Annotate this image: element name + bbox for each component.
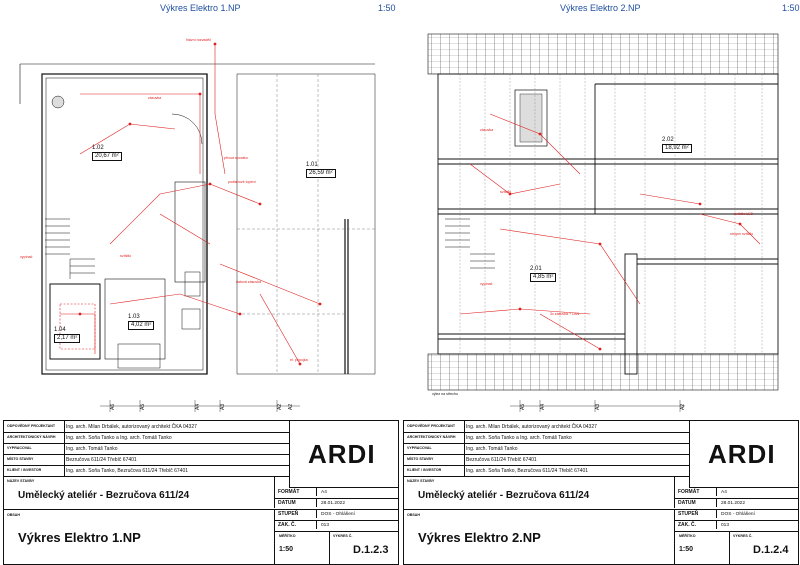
room-label-2-01: 2.01 4,85 m²: [530, 266, 556, 282]
electrical-lines: [460, 114, 760, 349]
plan-annotation: hlavní rozvaděč: [186, 38, 212, 42]
axis-label: A3: [595, 403, 601, 410]
title-block-row: ARCHITEKTONICKÝ NÁVRH Ing. arch. Soňa Tanko a Ing. arch. Tomáš Tanko: [4, 432, 289, 444]
plan-grid: [237, 74, 375, 374]
plan-annotation: zásuvka: [480, 128, 494, 132]
meta-row: STUPEŇ DOS - Ohlášení: [674, 509, 798, 521]
plan-fixture: [52, 96, 64, 108]
drawing-title: Výkres Elektro 2.NP: [418, 530, 541, 545]
logo-box: [689, 421, 799, 488]
axis-label: A2: [277, 403, 283, 410]
drawing-number-box: VÝKRES Č. D.1.2.3: [333, 534, 389, 556]
title-block-row: ARCHITEKTONICKÝ NÁVRH Ing. arch. Soňa Tanko a Ing. arch. Tomáš Tanko: [404, 432, 689, 444]
plan-annotation: datová zásuvka: [236, 280, 261, 284]
drawing-number: D.1.2.3: [353, 544, 389, 556]
plan-annotation: výlez na střechu: [432, 392, 458, 396]
room-label-1-02: 1.02 20,67 m²: [92, 145, 122, 161]
room-label-1-01: 1.01 26,59 m²: [306, 162, 336, 178]
plan-annotation: podlahové topení: [228, 180, 256, 184]
stavba-box: NÁZEV STAVBY Umělecký ateliér - Bezručova 611/24: [4, 476, 275, 508]
floor-plan-1np: [0, 14, 400, 419]
axis-label: A4: [195, 403, 201, 410]
axis-label: A2: [680, 403, 686, 410]
drawing-number-box: VÝKRES Č. D.1.2.4: [733, 534, 789, 556]
plan-annotation: 3x zásuvka + LAN: [550, 312, 580, 316]
ardi-logo: ARDI: [308, 439, 376, 469]
title-block-row: MÍSTO STAVBY Bezručova 611/24 Třebíč 67401: [404, 454, 689, 466]
drawing-title: Výkres Elektro 1.NP: [18, 530, 141, 545]
meta-row: ZAK. Č. 013: [674, 520, 798, 532]
stavba-box: NÁZEV STAVBY Umělecký ateliér - Bezručova 611/24: [404, 476, 675, 508]
meta-row: ZAK. Č. 013: [274, 520, 398, 532]
meta-row: DATUM 28.01.2022: [274, 498, 398, 510]
plan-annotation: svítidlo: [120, 254, 132, 258]
scale-value: 1:50: [679, 546, 694, 553]
axis-label: A5: [140, 403, 146, 410]
ardi-logo: ARDI: [708, 439, 776, 469]
title-block-row: VYPRACOVAL Ing. arch. Tomáš Tanko: [4, 443, 289, 455]
meta-box: [674, 487, 798, 564]
axis-label: A6: [110, 403, 116, 410]
axis-label: A4: [540, 403, 546, 410]
meta-row: DATUM 28.01.2022: [674, 498, 798, 510]
scale-value: 1:50: [279, 546, 294, 553]
plan-annotation: zásuvka: [148, 96, 162, 100]
drawing-number: D.1.2.4: [753, 544, 789, 556]
sheet-header-title: Výkres Elektro 2.NP: [560, 3, 641, 13]
obsah-box: OBSAH Výkres Elektro 2.NP: [404, 509, 675, 565]
obsah-box: OBSAH Výkres Elektro 1.NP: [4, 509, 275, 565]
roof-tiles-bottom: [428, 354, 778, 390]
scale-box: MĚŘÍTKO 1:50: [674, 531, 730, 564]
plan-annotation: el. přípojka: [290, 358, 308, 362]
plan-annotation: přívod sporáku: [224, 156, 248, 160]
axis-label: A2: [288, 403, 294, 410]
plan-annotation: svítidlo: [500, 190, 512, 194]
axis-label: A5: [520, 403, 526, 410]
title-block-row: KLIENT / INVESTOR Ing. arch. Soňa Tanko, Bezručova 611/24 Třebíč 67401: [404, 465, 689, 477]
title-block: [3, 420, 399, 565]
plan-annotation: vypínač: [20, 255, 33, 259]
axis-label: A3: [220, 403, 226, 410]
roof-tiles-top: [428, 34, 778, 74]
title-block-row: ODPOVĚDNÝ PROJEKTANT Ing. arch. Milan Drbálek, autorizovaný architekt ČKA 04327: [404, 421, 689, 433]
room-label-1-04: 1.04 2,17 m²: [54, 327, 80, 343]
scale-box: MĚŘÍTKO 1:50: [274, 531, 330, 564]
project-name: Umělecký ateliér - Bezručova 611/24: [418, 490, 590, 501]
electrical-lines: [60, 44, 320, 364]
room-label-1-03: 1.03 4,02 m²: [128, 314, 154, 330]
title-block-row: VYPRACOVAL Ing. arch. Tomáš Tanko: [404, 443, 689, 455]
title-block-row: ODPOVĚDNÝ PROJEKTANT Ing. arch. Milan Drbálek, autorizovaný architekt ČKA 04327: [4, 421, 289, 433]
title-block: [403, 420, 799, 565]
meta-row: STUPEŇ DOS - Ohlášení: [274, 509, 398, 521]
plan-structure: [438, 74, 778, 374]
sheet-header-scale: 1:50: [782, 3, 800, 13]
plan-annotation: svítidlo LED: [734, 212, 754, 216]
room-label-2-02: 2.02 18,92 m²: [662, 137, 692, 153]
meta-row: FORMÁT A4: [274, 487, 398, 499]
plan-stairs: [45, 219, 95, 279]
sheet-header-title: Výkres Elektro 1.NP: [160, 3, 241, 13]
floor-plan-2np: [400, 14, 800, 419]
plan-annotation: stropní svítidlo: [730, 232, 754, 236]
plan-door: [172, 114, 202, 144]
title-block-row: MÍSTO STAVBY Bezručova 611/24 Třebíč 67401: [4, 454, 289, 466]
plan-annotation: vypínač: [480, 282, 493, 286]
meta-box: [274, 487, 398, 564]
sheet-header-scale: 1:50: [378, 3, 396, 13]
logo-box: [289, 421, 399, 488]
plan-stairs: [445, 219, 495, 268]
meta-row: FORMÁT A4: [674, 487, 798, 499]
title-block-row: KLIENT / INVESTOR Ing. arch. Soňa Tanko, Bezručova 611/24 Třebíč 67401: [4, 465, 289, 477]
drawing-sheet-2np: [400, 0, 800, 565]
project-name: Umělecký ateliér - Bezručova 611/24: [18, 490, 190, 501]
